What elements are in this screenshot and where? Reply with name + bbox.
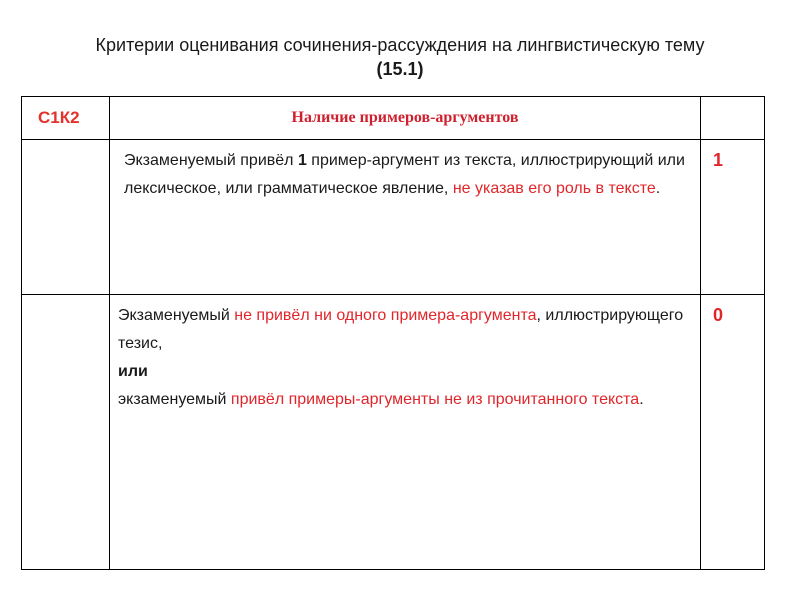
row2-highlight-1: не привёл ни одного примера-аргумента [234,307,537,324]
row2-end: . [639,391,644,408]
row2-or: или [118,363,148,380]
score-value: 0 [701,295,765,570]
criteria-table [21,96,765,570]
criterion-description [110,295,701,570]
title-line-1: Критерии оценивания сочинения-рассуждения на лингвистическую тему [95,35,705,55]
table-row [22,295,765,570]
row1-number: 1 [297,152,307,169]
title-line-2: (15.1) [376,59,424,79]
criterion-title: Наличие примеров-аргументов [110,97,701,140]
row1-end: . [655,180,661,197]
score-value: 1 [701,140,765,295]
table-row [22,140,765,295]
row1-highlight: не указав его роль в тексте [452,180,656,197]
row2-text-a: Экзаменуемый [118,307,235,324]
criterion-description [110,140,701,295]
row1-text-c: пример-аргумент из текста, иллюстрирующий или лексическое, или грамматическое явление, [124,152,685,197]
header-score-cell [701,97,765,140]
empty-code-cell [22,295,110,570]
row2-highlight-2: привёл примеры-аргументы не из прочитанного текста [230,391,640,408]
table-header-row [22,97,765,140]
row2-text-b: , иллюстрирующего тезис, [118,307,684,352]
row1-text-a: Экзаменуемый привёл [124,152,298,169]
criterion-code: С1К2 [22,97,110,140]
row2-text-c: экзаменуемый [118,391,231,408]
page-title [0,34,800,80]
empty-code-cell [22,140,110,295]
